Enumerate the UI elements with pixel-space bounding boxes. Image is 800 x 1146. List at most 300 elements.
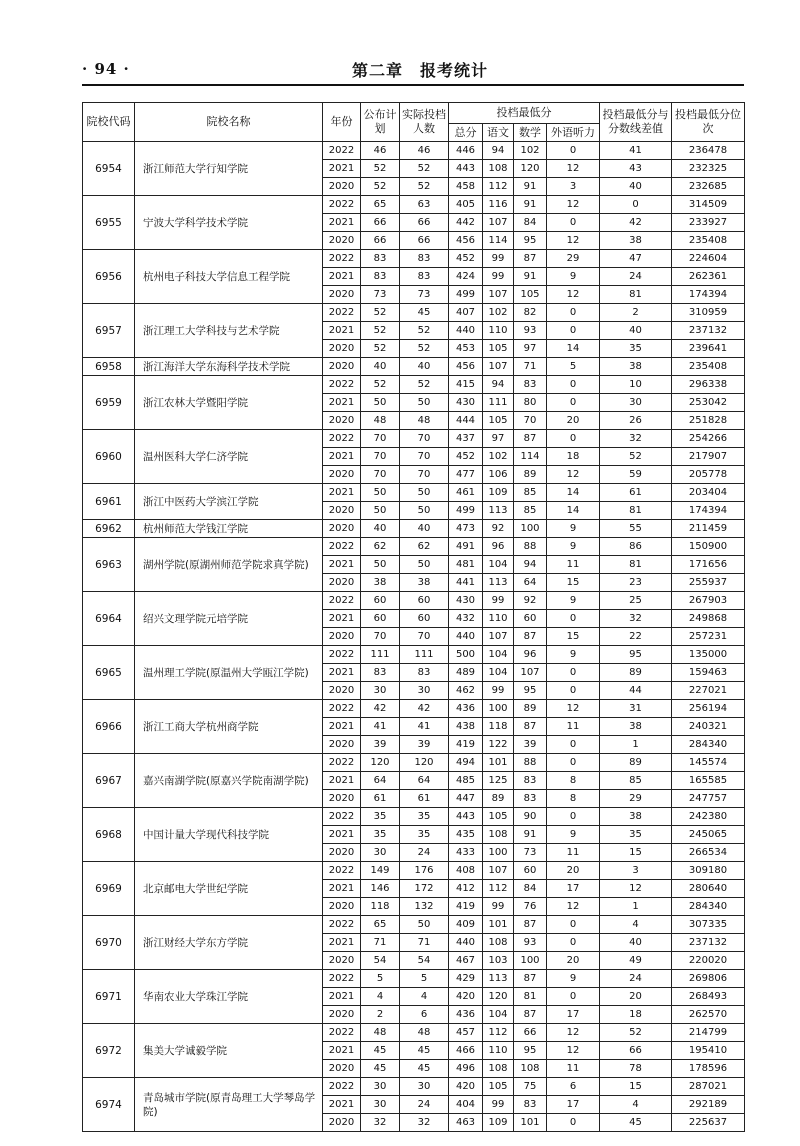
math-cell: 80 xyxy=(514,394,547,412)
math-cell: 83 xyxy=(514,376,547,394)
school-code-cell: 6969 xyxy=(83,862,135,916)
school-name-cell: 浙江农林大学暨阳学院 xyxy=(135,376,323,430)
school-code-cell: 6955 xyxy=(83,196,135,250)
diff-cell: 10 xyxy=(600,376,672,394)
total-cell: 419 xyxy=(449,736,483,754)
math-cell: 88 xyxy=(514,538,547,556)
col-code-header: 院校代码 xyxy=(83,103,135,142)
diff-cell: 66 xyxy=(600,1042,672,1060)
math-cell: 102 xyxy=(514,142,547,160)
listening-cell: 12 xyxy=(547,160,600,178)
rank-cell: 245065 xyxy=(672,826,745,844)
listening-cell: 9 xyxy=(547,268,600,286)
total-cell: 485 xyxy=(449,772,483,790)
published-cell: 52 xyxy=(361,322,400,340)
actual-cell: 83 xyxy=(400,250,449,268)
actual-cell: 45 xyxy=(400,1060,449,1078)
actual-cell: 52 xyxy=(400,340,449,358)
published-cell: 50 xyxy=(361,502,400,520)
chinese-cell: 102 xyxy=(483,304,514,322)
chinese-cell: 101 xyxy=(483,754,514,772)
school-name-cell: 中国计量大学现代科技学院 xyxy=(135,808,323,862)
math-cell: 87 xyxy=(514,970,547,988)
total-cell: 440 xyxy=(449,322,483,340)
math-cell: 90 xyxy=(514,808,547,826)
math-cell: 89 xyxy=(514,700,547,718)
listening-cell: 0 xyxy=(547,916,600,934)
chinese-cell: 120 xyxy=(483,988,514,1006)
table-row xyxy=(83,754,745,772)
actual-cell: 73 xyxy=(400,286,449,304)
diff-cell: 24 xyxy=(600,268,672,286)
actual-cell: 111 xyxy=(400,646,449,664)
published-cell: 5 xyxy=(361,970,400,988)
chinese-cell: 122 xyxy=(483,736,514,754)
chinese-cell: 99 xyxy=(483,1096,514,1114)
actual-cell: 60 xyxy=(400,610,449,628)
listening-cell: 9 xyxy=(547,520,600,538)
year-cell: 2022 xyxy=(323,754,361,772)
year-cell: 2021 xyxy=(323,826,361,844)
published-cell: 41 xyxy=(361,718,400,736)
published-cell: 54 xyxy=(361,952,400,970)
school-name-cell: 杭州电子科技大学信息工程学院 xyxy=(135,250,323,304)
rank-cell: 284340 xyxy=(672,736,745,754)
listening-cell: 0 xyxy=(547,214,600,232)
actual-cell: 62 xyxy=(400,538,449,556)
published-cell: 66 xyxy=(361,232,400,250)
diff-cell: 23 xyxy=(600,574,672,592)
chinese-cell: 107 xyxy=(483,358,514,376)
actual-cell: 52 xyxy=(400,178,449,196)
chinese-cell: 118 xyxy=(483,718,514,736)
year-cell: 2022 xyxy=(323,376,361,394)
chinese-cell: 99 xyxy=(483,682,514,700)
math-cell: 85 xyxy=(514,502,547,520)
total-cell: 446 xyxy=(449,142,483,160)
diff-cell: 40 xyxy=(600,178,672,196)
listening-cell: 0 xyxy=(547,142,600,160)
actual-cell: 54 xyxy=(400,952,449,970)
published-cell: 30 xyxy=(361,844,400,862)
actual-cell: 50 xyxy=(400,394,449,412)
diff-cell: 29 xyxy=(600,790,672,808)
published-cell: 42 xyxy=(361,700,400,718)
diff-cell: 40 xyxy=(600,322,672,340)
diff-cell: 15 xyxy=(600,844,672,862)
table-row xyxy=(83,484,745,502)
actual-cell: 48 xyxy=(400,1024,449,1042)
published-cell: 66 xyxy=(361,214,400,232)
math-cell: 100 xyxy=(514,952,547,970)
total-cell: 429 xyxy=(449,970,483,988)
table-row xyxy=(83,646,745,664)
published-cell: 52 xyxy=(361,160,400,178)
total-cell: 437 xyxy=(449,430,483,448)
published-cell: 45 xyxy=(361,1042,400,1060)
chinese-cell: 109 xyxy=(483,484,514,502)
listening-cell: 8 xyxy=(547,772,600,790)
year-cell: 2022 xyxy=(323,592,361,610)
published-cell: 65 xyxy=(361,196,400,214)
diff-cell: 22 xyxy=(600,628,672,646)
school-code-cell: 6963 xyxy=(83,538,135,592)
diff-cell: 81 xyxy=(600,286,672,304)
actual-cell: 40 xyxy=(400,358,449,376)
rank-cell: 262361 xyxy=(672,268,745,286)
total-cell: 438 xyxy=(449,718,483,736)
total-cell: 456 xyxy=(449,358,483,376)
table-row xyxy=(83,916,745,934)
year-cell: 2020 xyxy=(323,1114,361,1132)
year-cell: 2022 xyxy=(323,808,361,826)
actual-cell: 52 xyxy=(400,376,449,394)
actual-cell: 66 xyxy=(400,232,449,250)
math-cell: 60 xyxy=(514,610,547,628)
total-cell: 456 xyxy=(449,232,483,250)
year-cell: 2020 xyxy=(323,844,361,862)
actual-cell: 64 xyxy=(400,772,449,790)
year-cell: 2022 xyxy=(323,700,361,718)
math-cell: 75 xyxy=(514,1078,547,1096)
chinese-cell: 112 xyxy=(483,880,514,898)
rank-cell: 236478 xyxy=(672,142,745,160)
diff-cell: 35 xyxy=(600,826,672,844)
math-cell: 89 xyxy=(514,466,547,484)
year-cell: 2020 xyxy=(323,574,361,592)
diff-cell: 35 xyxy=(600,340,672,358)
rank-cell: 242380 xyxy=(672,808,745,826)
published-cell: 146 xyxy=(361,880,400,898)
table-row xyxy=(83,1024,745,1042)
diff-cell: 32 xyxy=(600,430,672,448)
total-cell: 494 xyxy=(449,754,483,772)
diff-cell: 12 xyxy=(600,880,672,898)
table-row xyxy=(83,376,745,394)
published-cell: 149 xyxy=(361,862,400,880)
published-cell: 65 xyxy=(361,916,400,934)
listening-cell: 14 xyxy=(547,340,600,358)
actual-cell: 38 xyxy=(400,574,449,592)
rank-cell: 232325 xyxy=(672,160,745,178)
rank-cell: 307335 xyxy=(672,916,745,934)
math-cell: 95 xyxy=(514,1042,547,1060)
published-cell: 30 xyxy=(361,1096,400,1114)
year-cell: 2022 xyxy=(323,646,361,664)
listening-cell: 0 xyxy=(547,934,600,952)
diff-cell: 59 xyxy=(600,466,672,484)
listening-cell: 12 xyxy=(547,466,600,484)
header-rule xyxy=(82,84,744,86)
chinese-cell: 105 xyxy=(483,340,514,358)
diff-cell: 61 xyxy=(600,484,672,502)
listening-cell: 8 xyxy=(547,790,600,808)
chapter-title: 第二章 报考统计 xyxy=(352,61,489,80)
rank-cell: 165585 xyxy=(672,772,745,790)
rank-cell: 280640 xyxy=(672,880,745,898)
rank-cell: 159463 xyxy=(672,664,745,682)
published-cell: 111 xyxy=(361,646,400,664)
rank-cell: 150900 xyxy=(672,538,745,556)
year-cell: 2021 xyxy=(323,1096,361,1114)
listening-cell: 14 xyxy=(547,484,600,502)
listening-cell: 0 xyxy=(547,304,600,322)
year-cell: 2020 xyxy=(323,520,361,538)
actual-cell: 32 xyxy=(400,1114,449,1132)
rank-cell: 262570 xyxy=(672,1006,745,1024)
chinese-cell: 107 xyxy=(483,214,514,232)
math-cell: 82 xyxy=(514,304,547,322)
math-cell: 85 xyxy=(514,484,547,502)
listening-cell: 9 xyxy=(547,970,600,988)
published-cell: 70 xyxy=(361,448,400,466)
rank-cell: 284340 xyxy=(672,898,745,916)
total-cell: 412 xyxy=(449,880,483,898)
chinese-cell: 125 xyxy=(483,772,514,790)
math-cell: 114 xyxy=(514,448,547,466)
chinese-cell: 107 xyxy=(483,862,514,880)
math-cell: 70 xyxy=(514,412,547,430)
year-cell: 2020 xyxy=(323,358,361,376)
actual-cell: 40 xyxy=(400,520,449,538)
total-cell: 473 xyxy=(449,520,483,538)
total-cell: 424 xyxy=(449,268,483,286)
rank-cell: 247757 xyxy=(672,790,745,808)
listening-cell: 0 xyxy=(547,736,600,754)
listening-cell: 12 xyxy=(547,1024,600,1042)
published-cell: 46 xyxy=(361,142,400,160)
actual-cell: 50 xyxy=(400,916,449,934)
chinese-cell: 108 xyxy=(483,934,514,952)
actual-cell: 4 xyxy=(400,988,449,1006)
diff-cell: 38 xyxy=(600,808,672,826)
chinese-cell: 114 xyxy=(483,232,514,250)
total-cell: 499 xyxy=(449,502,483,520)
chinese-cell: 104 xyxy=(483,556,514,574)
listening-cell: 18 xyxy=(547,448,600,466)
table-row xyxy=(83,1078,745,1096)
total-cell: 441 xyxy=(449,574,483,592)
listening-cell: 3 xyxy=(547,178,600,196)
school-code-cell: 6965 xyxy=(83,646,135,700)
diff-cell: 24 xyxy=(600,970,672,988)
math-cell: 66 xyxy=(514,1024,547,1042)
math-cell: 83 xyxy=(514,772,547,790)
math-cell: 96 xyxy=(514,646,547,664)
math-cell: 95 xyxy=(514,682,547,700)
published-cell: 35 xyxy=(361,826,400,844)
published-cell: 50 xyxy=(361,556,400,574)
math-cell: 39 xyxy=(514,736,547,754)
chinese-cell: 89 xyxy=(483,790,514,808)
diff-cell: 78 xyxy=(600,1060,672,1078)
listening-cell: 12 xyxy=(547,1042,600,1060)
rank-cell: 309180 xyxy=(672,862,745,880)
total-cell: 442 xyxy=(449,214,483,232)
year-cell: 2020 xyxy=(323,232,361,250)
published-cell: 48 xyxy=(361,1024,400,1042)
rank-cell: 255937 xyxy=(672,574,745,592)
chinese-cell: 110 xyxy=(483,322,514,340)
published-cell: 83 xyxy=(361,250,400,268)
total-cell: 443 xyxy=(449,808,483,826)
chinese-cell: 105 xyxy=(483,412,514,430)
listening-cell: 11 xyxy=(547,844,600,862)
actual-cell: 63 xyxy=(400,196,449,214)
school-name-cell: 杭州师范大学钱江学院 xyxy=(135,520,323,538)
rank-cell: 195410 xyxy=(672,1042,745,1060)
chinese-cell: 108 xyxy=(483,160,514,178)
total-cell: 432 xyxy=(449,610,483,628)
listening-cell: 20 xyxy=(547,862,600,880)
chinese-cell: 101 xyxy=(483,916,514,934)
chinese-cell: 116 xyxy=(483,196,514,214)
year-cell: 2020 xyxy=(323,286,361,304)
listening-cell: 6 xyxy=(547,1078,600,1096)
school-name-cell: 华南农业大学珠江学院 xyxy=(135,970,323,1024)
actual-cell: 70 xyxy=(400,628,449,646)
year-cell: 2022 xyxy=(323,862,361,880)
table-row xyxy=(83,592,745,610)
year-cell: 2021 xyxy=(323,394,361,412)
diff-cell: 52 xyxy=(600,1024,672,1042)
school-code-cell: 6961 xyxy=(83,484,135,520)
school-name-cell: 嘉兴南湖学院(原嘉兴学院南湖学院) xyxy=(135,754,323,808)
published-cell: 70 xyxy=(361,430,400,448)
diff-cell: 81 xyxy=(600,556,672,574)
table-row xyxy=(83,970,745,988)
diff-cell: 55 xyxy=(600,520,672,538)
diff-cell: 32 xyxy=(600,610,672,628)
total-cell: 436 xyxy=(449,700,483,718)
math-cell: 83 xyxy=(514,790,547,808)
table-row xyxy=(83,700,745,718)
rank-cell: 266534 xyxy=(672,844,745,862)
math-cell: 60 xyxy=(514,862,547,880)
math-cell: 87 xyxy=(514,1006,547,1024)
listening-cell: 5 xyxy=(547,358,600,376)
actual-cell: 176 xyxy=(400,862,449,880)
published-cell: 60 xyxy=(361,592,400,610)
chinese-cell: 111 xyxy=(483,394,514,412)
listening-cell: 17 xyxy=(547,1006,600,1024)
math-cell: 95 xyxy=(514,232,547,250)
listening-cell: 9 xyxy=(547,826,600,844)
math-cell: 93 xyxy=(514,322,547,340)
table-row xyxy=(83,538,745,556)
school-name-cell: 青岛城市学院(原青岛理工大学琴岛学院) xyxy=(135,1078,323,1132)
chinese-cell: 99 xyxy=(483,268,514,286)
admission-table xyxy=(82,102,745,1132)
actual-cell: 30 xyxy=(400,1078,449,1096)
year-cell: 2021 xyxy=(323,988,361,1006)
chinese-cell: 112 xyxy=(483,1024,514,1042)
listening-cell: 20 xyxy=(547,952,600,970)
year-cell: 2020 xyxy=(323,466,361,484)
listening-cell: 15 xyxy=(547,628,600,646)
actual-cell: 50 xyxy=(400,556,449,574)
diff-cell: 45 xyxy=(600,1114,672,1132)
math-cell: 81 xyxy=(514,988,547,1006)
published-cell: 40 xyxy=(361,520,400,538)
math-cell: 88 xyxy=(514,754,547,772)
math-cell: 71 xyxy=(514,358,547,376)
chinese-cell: 107 xyxy=(483,286,514,304)
year-cell: 2021 xyxy=(323,268,361,286)
rank-cell: 254266 xyxy=(672,430,745,448)
published-cell: 73 xyxy=(361,286,400,304)
math-cell: 87 xyxy=(514,250,547,268)
diff-cell: 86 xyxy=(600,538,672,556)
year-cell: 2021 xyxy=(323,772,361,790)
school-code-cell: 6968 xyxy=(83,808,135,862)
chinese-cell: 99 xyxy=(483,898,514,916)
year-cell: 2020 xyxy=(323,502,361,520)
chinese-cell: 105 xyxy=(483,808,514,826)
chinese-cell: 113 xyxy=(483,502,514,520)
year-cell: 2021 xyxy=(323,484,361,502)
rank-cell: 225637 xyxy=(672,1114,745,1132)
diff-cell: 95 xyxy=(600,646,672,664)
chinese-cell: 110 xyxy=(483,610,514,628)
school-name-cell: 浙江海洋大学东海科学技术学院 xyxy=(135,358,323,376)
diff-cell: 41 xyxy=(600,142,672,160)
rank-cell: 251828 xyxy=(672,412,745,430)
published-cell: 83 xyxy=(361,664,400,682)
school-name-cell: 温州理工学院(原温州大学瓯江学院) xyxy=(135,646,323,700)
total-cell: 415 xyxy=(449,376,483,394)
listening-cell: 9 xyxy=(547,538,600,556)
listening-cell: 12 xyxy=(547,286,600,304)
school-name-cell: 浙江中医药大学滨江学院 xyxy=(135,484,323,520)
year-cell: 2021 xyxy=(323,934,361,952)
math-cell: 100 xyxy=(514,520,547,538)
diff-cell: 20 xyxy=(600,988,672,1006)
listening-cell: 17 xyxy=(547,1096,600,1114)
listening-cell: 0 xyxy=(547,754,600,772)
published-cell: 45 xyxy=(361,1060,400,1078)
chinese-cell: 99 xyxy=(483,592,514,610)
diff-cell: 42 xyxy=(600,214,672,232)
published-cell: 120 xyxy=(361,754,400,772)
rank-cell: 233927 xyxy=(672,214,745,232)
rank-cell: 257231 xyxy=(672,628,745,646)
year-cell: 2022 xyxy=(323,970,361,988)
rank-cell: 240321 xyxy=(672,718,745,736)
year-cell: 2020 xyxy=(323,1060,361,1078)
actual-cell: 120 xyxy=(400,754,449,772)
listening-cell: 12 xyxy=(547,232,600,250)
school-code-cell: 6971 xyxy=(83,970,135,1024)
school-code-cell: 6974 xyxy=(83,1078,135,1132)
diff-cell: 1 xyxy=(600,898,672,916)
published-cell: 35 xyxy=(361,808,400,826)
rank-cell: 205778 xyxy=(672,466,745,484)
table-row xyxy=(83,358,745,376)
actual-cell: 24 xyxy=(400,844,449,862)
math-cell: 87 xyxy=(514,628,547,646)
school-name-cell: 浙江财经大学东方学院 xyxy=(135,916,323,970)
rank-cell: 178596 xyxy=(672,1060,745,1078)
total-cell: 461 xyxy=(449,484,483,502)
diff-cell: 44 xyxy=(600,682,672,700)
listening-cell: 15 xyxy=(547,574,600,592)
total-cell: 447 xyxy=(449,790,483,808)
total-cell: 444 xyxy=(449,412,483,430)
published-cell: 2 xyxy=(361,1006,400,1024)
diff-cell: 2 xyxy=(600,304,672,322)
year-cell: 2022 xyxy=(323,916,361,934)
